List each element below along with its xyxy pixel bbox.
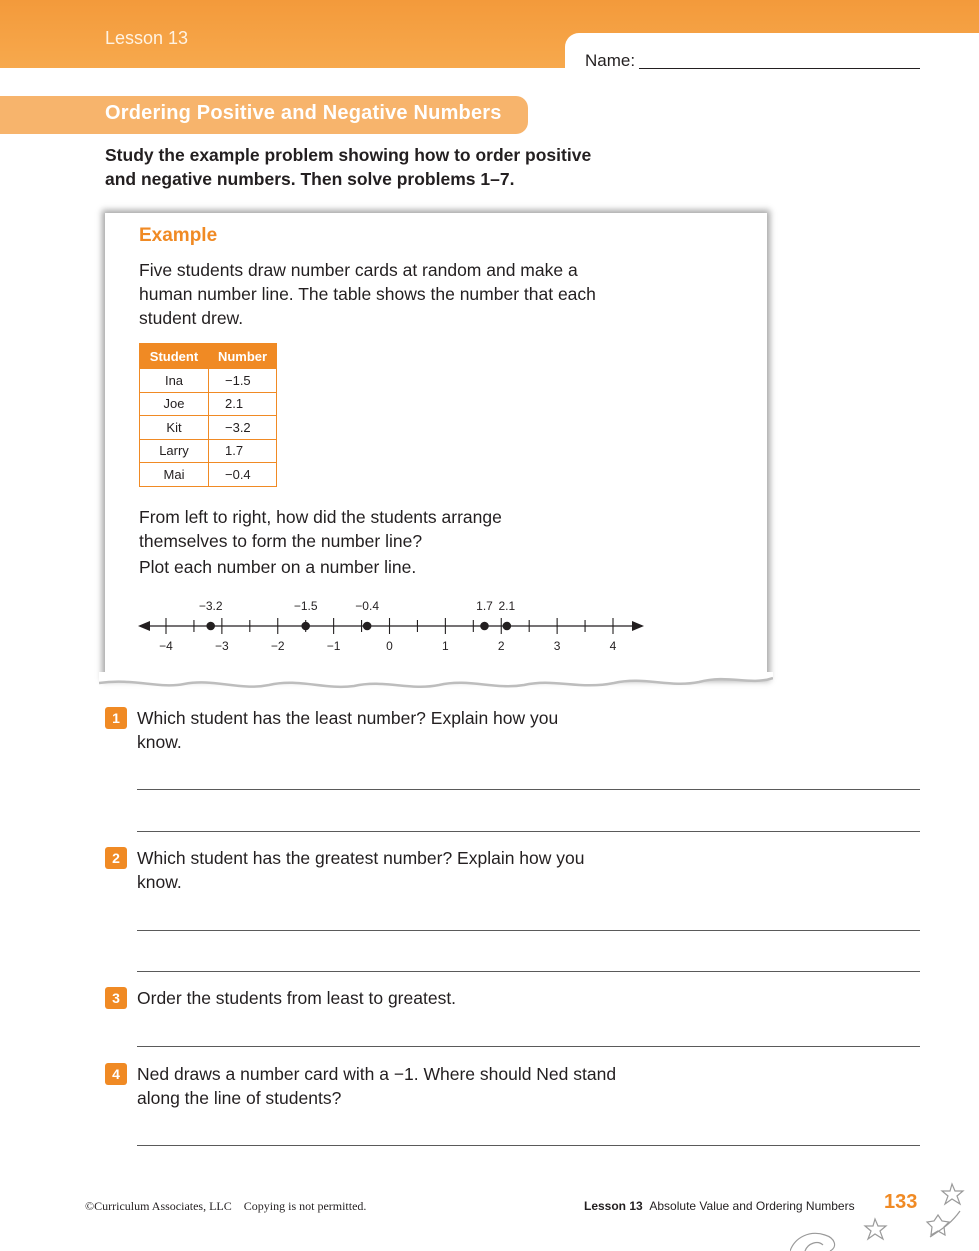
problem-number-badge: 3	[105, 987, 127, 1009]
page-number: 133	[884, 1191, 918, 1213]
data-point	[363, 622, 372, 631]
plot-instruction: Plot each number on a number line.	[139, 557, 417, 577]
table-cell-student: Kit	[140, 416, 209, 440]
table-header-number: Number	[209, 344, 277, 369]
problem-2-text: Which student has the greatest number? Explain how you know.	[137, 848, 585, 892]
tick-label: 3	[553, 639, 561, 653]
answer-line[interactable]	[137, 971, 920, 972]
table-row	[140, 369, 277, 393]
tick-label: −2	[270, 639, 285, 653]
intro-instructions: Study the example problem showing how to order positive and negative numbers. Then solve problems 1–7.	[105, 145, 592, 189]
problem-number-badge: 2	[105, 847, 127, 869]
tick-label: 2	[497, 639, 505, 653]
data-point	[503, 622, 512, 631]
left-arrow-icon	[138, 621, 150, 631]
tick-label: 4	[609, 639, 617, 653]
name-input-line[interactable]	[639, 68, 920, 69]
table-row	[140, 463, 277, 487]
student-number-table	[139, 343, 277, 487]
table-cell-number: −0.4	[209, 463, 277, 487]
data-label: 2.1	[498, 599, 516, 613]
data-point	[301, 622, 310, 631]
right-arrow-icon	[632, 621, 644, 631]
copyright-notice: ©Curriculum Associates, LLC Copying is not permitted.	[85, 1199, 367, 1213]
data-label: 1.7	[476, 599, 493, 613]
table-cell-number: 2.1	[209, 392, 277, 416]
decorative-stars-icon	[790, 1175, 979, 1251]
problem-number-badge: 4	[105, 1063, 127, 1085]
table-cell-number: 1.7	[209, 439, 277, 463]
answer-line[interactable]	[137, 930, 920, 931]
data-point	[206, 622, 215, 631]
example-heading: Example	[139, 225, 218, 246]
answer-line[interactable]	[137, 831, 920, 832]
footer-lesson-title: Absolute Value and Ordering Numbers	[649, 1199, 855, 1213]
page-title: Ordering Positive and Negative Numbers	[105, 102, 502, 124]
tick-label: −4	[159, 639, 173, 653]
data-label: −0.4	[355, 599, 380, 613]
tick-label: −1	[326, 639, 341, 653]
table-row	[140, 439, 277, 463]
answer-line[interactable]	[137, 1145, 920, 1146]
tick-label: 0	[386, 639, 393, 653]
lesson-tab: Lesson 13	[105, 28, 189, 48]
example-text: Five students draw number cards at random and make a human number line. The table shows the number that each student drew.	[139, 260, 596, 328]
table-cell-number: −1.5	[209, 369, 277, 393]
data-label: −3.2	[198, 599, 223, 613]
table-cell-student: Larry	[140, 439, 209, 463]
footer-lesson-label: Lesson 13	[584, 1199, 643, 1213]
table-header-student: Student	[140, 344, 209, 369]
answer-line[interactable]	[137, 789, 920, 790]
data-point	[480, 622, 489, 631]
problem-1-text: Which student has the least number? Explain how you know.	[137, 708, 559, 752]
problem-4-text: Ned draws a number card with a −1. Where should Ned stand along the line of students?	[137, 1064, 617, 1108]
problem-3-text: Order the students from least to greatest.	[137, 988, 457, 1008]
tick-label: −3	[215, 639, 229, 653]
problem-number-badge: 1	[105, 707, 127, 729]
table-row	[140, 416, 277, 440]
example-question: From left to right, how did the students arrange themselves to form the number line?	[139, 507, 502, 551]
table-cell-student: Mai	[140, 463, 209, 487]
number-line-chart	[130, 594, 660, 659]
table-header-row	[140, 344, 277, 369]
name-label: Name:	[585, 51, 636, 70]
table-row	[140, 392, 277, 416]
table-cell-student: Ina	[140, 369, 209, 393]
answer-line[interactable]	[137, 1046, 920, 1047]
data-label: −1.5	[293, 599, 318, 613]
tick-label: 1	[442, 639, 449, 653]
table-cell-student: Joe	[140, 392, 209, 416]
table-cell-number: −3.2	[209, 416, 277, 440]
torn-paper-edge	[99, 666, 773, 696]
